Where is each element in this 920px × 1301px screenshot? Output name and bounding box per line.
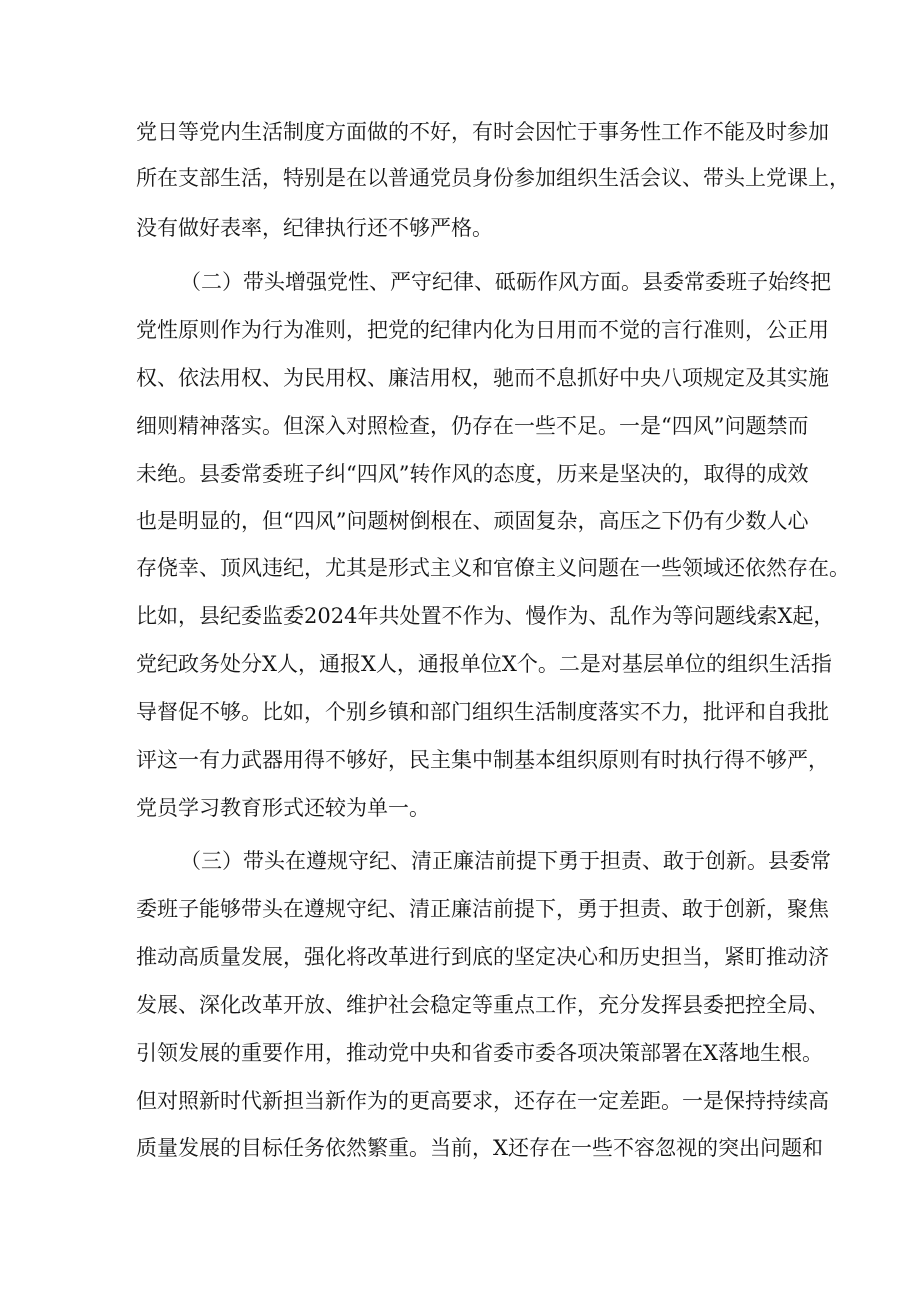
paragraph-line: 党日等党内生活制度方面做的不好，有时会因忙于事务性工作不能及时参加 (136, 120, 829, 144)
section-heading-line: （二）带头增强党性、严守纪律、砥砺作风方面。县委常委班子始终把 (180, 270, 831, 294)
paragraph-line: 委班子能够带头在遵规守纪、清正廉洁前提下，勇于担责、敢于创新，聚焦 (136, 897, 829, 921)
paragraph-line: 党纪政务处分X人，通报X人，通报单位X个。二是对基层单位的组织生活指 (136, 652, 832, 676)
paragraph-line: 比如，县纪委监委2024年共处置不作为、慢作为、乱作为等问题线索X起， (136, 604, 835, 628)
paragraph-line: 推动高质量发展，强化将改革进行到底的坚定决心和历史担当，紧盯推动济 (136, 945, 829, 969)
paragraph-line: 也是明显的，但“四风”问题树倒根在、顽固复杂，高压之下仍有少数人心 (136, 509, 809, 533)
paragraph-line: 没有做好表率，纪律执行还不够严格。 (136, 216, 493, 240)
paragraph-line: 细则精神落实。但深入对照检查，仍存在一些不足。一是“四风”问题禁而 (136, 414, 809, 438)
paragraph-line: 发展、深化改革开放、维护社会稳定等重点工作，充分发挥县委把控全局、 (136, 993, 829, 1017)
paragraph-line: 党员学习教育形式还较为单一。 (136, 796, 430, 820)
paragraph-line: 质量发展的目标任务依然繁重。当前，X还存在一些不容忽视的突出问题和 (136, 1136, 823, 1160)
paragraph-line: 引领发展的重要作用，推动党中央和省委市委各项决策部署在X落地生根。 (136, 1041, 823, 1065)
section-heading-line: （三）带头在遵规守纪、清正廉洁前提下勇于担责、敢于创新。县委常 (180, 849, 831, 873)
paragraph-line: 未绝。县委常委班子纠“四风”转作风的态度，历来是坚决的，取得的成效 (136, 462, 809, 486)
paragraph-line: 所在支部生活，特别是在以普通党员身份参加组织生活会议、带头上党课上， (136, 166, 850, 190)
paragraph-line: 但对照新时代新担当新作为的更高要求，还存在一定差距。一是保持持续高 (136, 1089, 829, 1113)
paragraph-line: 党性原则作为行为准则，把党的纪律内化为日用而不觉的言行准则，公正用 (136, 318, 829, 342)
paragraph-line: 评这一有力武器用得不够好，民主集中制基本组织原则有时执行得不够严， (136, 748, 829, 772)
paragraph-line: 导督促不够。比如，个别乡镇和部门组织生活制度落实不力，批评和自我批 (136, 700, 829, 724)
paragraph-line: 存侥幸、顶风违纪，尤其是形式主义和官僚主义问题在一些领域还依然存在。 (136, 556, 850, 580)
paragraph-line: 权、依法用权、为民用权、廉洁用权，驰而不息抓好中央八项规定及其实施 (136, 366, 829, 390)
